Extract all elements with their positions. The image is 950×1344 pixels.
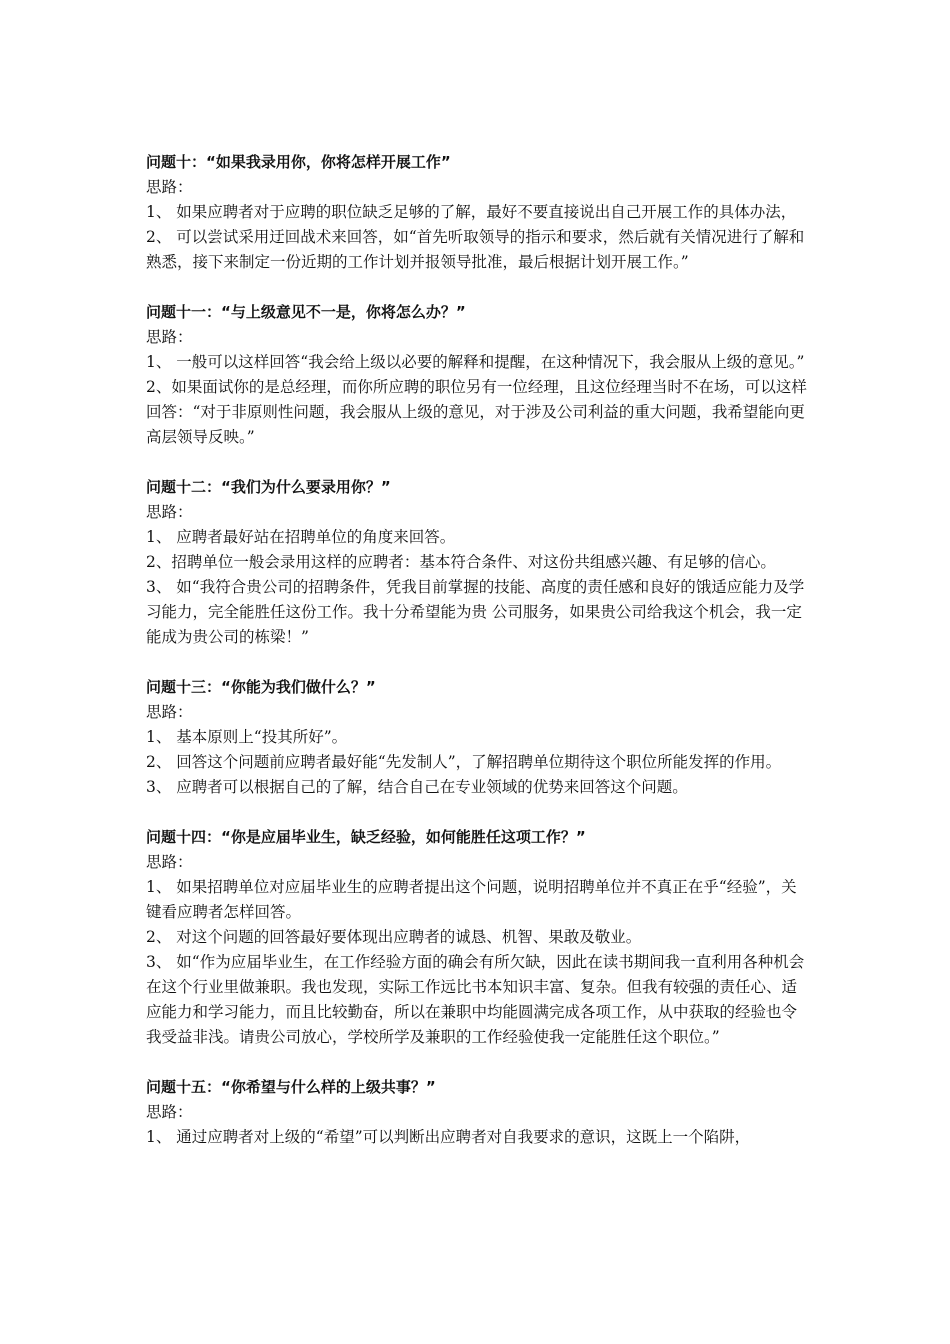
hint-label: 思路： bbox=[146, 853, 193, 871]
answer-point: 2、招聘单位一般会录用这样的应聘者：基本符合条件、对这份共组感兴趣、有足够的信心。 bbox=[146, 553, 776, 571]
question-14 bbox=[146, 825, 810, 1050]
question-title: 问题十四：“你是应届毕业生，缺乏经验，如何能胜任这项工作？” bbox=[146, 828, 586, 846]
question-15 bbox=[146, 1075, 810, 1150]
question-13 bbox=[146, 675, 810, 800]
hint-label: 思路： bbox=[146, 328, 193, 346]
question-title: 问题十三：“你能为我们做什么？” bbox=[146, 678, 376, 696]
answer-point: 2、 回答这个问题前应聘者最好能“先发制人”，了解招聘单位期待这个职位所能发挥的作用。 3、 应聘者可以根据自己的了解，结合自己在专业领域的优势来回答这个问题。 bbox=[146, 753, 782, 796]
answer-point: 1、 如果应聘者对于应聘的职位缺乏足够的了解，最好不要直接说出自己开展工作的具体办法， bbox=[146, 203, 797, 221]
question-11 bbox=[146, 300, 810, 450]
question-title: 问题十一：“与上级意见不一是，你将怎么办？” bbox=[146, 303, 466, 321]
question-title: 问题十：“如果我录用你，你将怎样开展工作” bbox=[146, 153, 451, 171]
answer-point: 2、 可以尝试采用迂回战术来回答，如“首先听取领导的指示和要求，然后就有关情况进行了解和熟悉，接下来制定一份近期的工作计划并报领导批准，最后根据计划开展工作。” bbox=[146, 228, 805, 271]
answer-point: 1、 如果招聘单位对应届毕业生的应聘者提出这个问题，说明招聘单位并不真正在乎“经验”，关键看应聘者怎样回答。 bbox=[146, 878, 797, 921]
hint-label: 思路： bbox=[146, 1103, 193, 1121]
answer-point: 3、 如“作为应届毕业生，在工作经验方面的确会有所欠缺，因此在读书期间我一直利用各种机会在这个行业里做兼职。我也发现，实际工作远比书本知识丰富、复杂。但我有较强的责任心、适应能力和学习能力，而且比较勤奋，所以在兼职中均能圆满完成各项工作，从中获取的经验也令我受益非浅。请贵公司放心，学校所学及兼职的工作经验使我一定能胜任这个职位。” bbox=[146, 953, 805, 1046]
hint-label: 思路： bbox=[146, 503, 193, 521]
hint-label: 思路： bbox=[146, 703, 193, 721]
question-10 bbox=[146, 150, 810, 275]
answer-point: 3、 如“我符合贵公司的招聘条件，凭我目前掌握的技能、高度的责任感和良好的饿适应能力及学习能力，完全能胜任这份工作。我十分希望能为贵 公司服务，如果贵公司给我这个机会，我一定能成为贵公司的栋梁！” bbox=[146, 578, 805, 646]
question-title: 问题十五：“你希望与什么样的上级共事？” bbox=[146, 1078, 436, 1096]
answer-point: 1、 基本原则上“投其所好”。 bbox=[146, 728, 348, 746]
hint-label: 思路： bbox=[146, 178, 193, 196]
question-12 bbox=[146, 475, 810, 650]
answer-point: 2、如果面试你的是总经理，而你所应聘的职位另有一位经理，且这位经理当时不在场，可以这样回答：“对于非原则性问题，我会服从上级的意见，对于涉及公司利益的重大问题，我希望能向更高层领导反映。” bbox=[146, 378, 807, 446]
document-body bbox=[146, 150, 810, 1175]
answer-point: 2、 对这个问题的回答最好要体现出应聘者的诚恳、机智、果敢及敬业。 bbox=[146, 928, 642, 946]
question-title: 问题十二：“我们为什么要录用你？” bbox=[146, 478, 391, 496]
answer-point: 1、 应聘者最好站在招聘单位的角度来回答。 bbox=[146, 528, 456, 546]
answer-point: 1、 一般可以这样回答“我会给上级以必要的解释和提醒，在这种情况下，我会服从上级的意见。” bbox=[146, 353, 805, 371]
answer-point: 1、 通过应聘者对上级的“希望”可以判断出应聘者对自我要求的意识，这既上一个陷阱， bbox=[146, 1128, 751, 1146]
